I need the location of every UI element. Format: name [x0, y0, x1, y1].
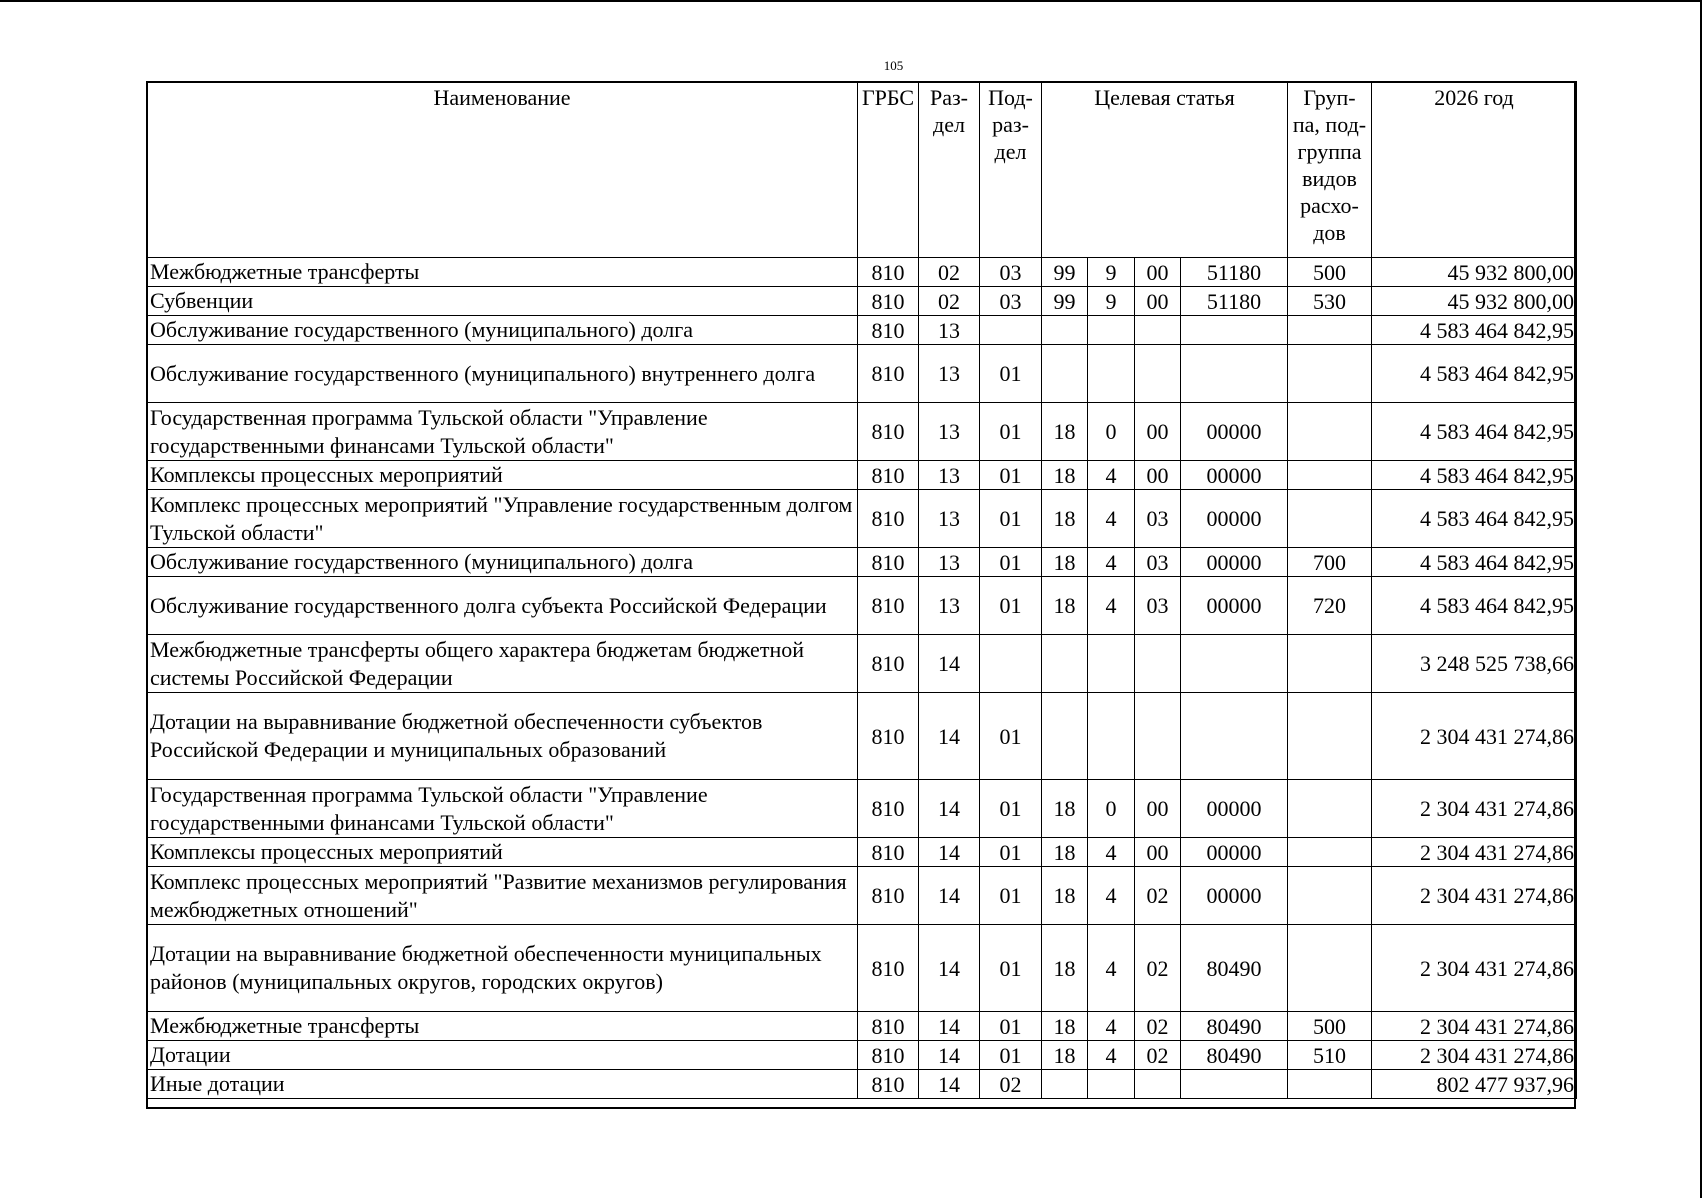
cell-amount: 4 583 464 842,95 — [1372, 548, 1577, 577]
cell-grbs: 810 — [858, 1041, 919, 1070]
cell-expense-group — [1288, 925, 1372, 1012]
cell-target-structure: 03 — [1135, 577, 1181, 635]
cell-grbs: 810 — [858, 838, 919, 867]
cell-name: Субвенции — [147, 287, 858, 316]
cell-expense-group — [1288, 490, 1372, 548]
cell-target-program: 99 — [1042, 258, 1088, 287]
cell-target-type: 4 — [1088, 461, 1135, 490]
header-name: Наименование — [147, 82, 858, 258]
cell-amount: 4 583 464 842,95 — [1372, 345, 1577, 403]
cell-name: Комплекс процессных мероприятий "Управление государственным долгом Тульской области" — [147, 490, 858, 548]
cell-podrazdel: 01 — [980, 693, 1042, 780]
cell-target-type: 9 — [1088, 287, 1135, 316]
cell-target-direction: 00000 — [1181, 867, 1288, 925]
cell-amount: 4 583 464 842,95 — [1372, 577, 1577, 635]
cell-amount: 2 304 431 274,86 — [1372, 925, 1577, 1012]
cell-target-program: 18 — [1042, 548, 1088, 577]
cell-target-type — [1088, 693, 1135, 780]
cell-expense-group: 700 — [1288, 548, 1372, 577]
cell-podrazdel: 01 — [980, 345, 1042, 403]
cell-podrazdel: 01 — [980, 548, 1042, 577]
cell-target-program: 18 — [1042, 490, 1088, 548]
header-expense-group: Груп-па, под-группа видов расхо-дов — [1288, 82, 1372, 258]
table-row — [147, 780, 1577, 838]
cell-target-structure: 00 — [1135, 287, 1181, 316]
cell-expense-group — [1288, 780, 1372, 838]
cell-target-direction: 00000 — [1181, 548, 1288, 577]
cell-podrazdel: 01 — [980, 1012, 1042, 1041]
cell-target-structure: 00 — [1135, 838, 1181, 867]
cell-name: Комплекс процессных мероприятий "Развитие механизмов регулирования межбюджетных отношений" — [147, 867, 858, 925]
cell-target-program: 18 — [1042, 1012, 1088, 1041]
cell-amount: 2 304 431 274,86 — [1372, 838, 1577, 867]
cell-razdel: 14 — [919, 693, 980, 780]
cell-name: Обслуживание государственного (муниципального) долга — [147, 548, 858, 577]
cell-podrazdel — [980, 316, 1042, 345]
table-row — [147, 287, 1577, 316]
header-target-article: Целевая статья — [1042, 82, 1288, 258]
cell-name: Обслуживание государственного долга субъекта Российской Федерации — [147, 577, 858, 635]
cell-name: Межбюджетные трансферты общего характера бюджетам бюджетной системы Российской Федерации — [147, 635, 858, 693]
cell-target-program: 99 — [1042, 287, 1088, 316]
cell-name: Дотации — [147, 1041, 858, 1070]
cell-expense-group — [1288, 461, 1372, 490]
cell-target-type — [1088, 1070, 1135, 1099]
table-row — [147, 838, 1577, 867]
cell-amount: 45 932 800,00 — [1372, 258, 1577, 287]
cell-target-program — [1042, 1070, 1088, 1099]
cell-target-type: 4 — [1088, 577, 1135, 635]
cell-name: Обслуживание государственного (муниципального) долга — [147, 316, 858, 345]
table-row — [147, 461, 1577, 490]
cell-target-structure — [1135, 345, 1181, 403]
header-year: 2026 год — [1372, 82, 1577, 258]
cell-target-type — [1088, 635, 1135, 693]
cell-target-direction: 00000 — [1181, 403, 1288, 461]
cell-target-type: 0 — [1088, 403, 1135, 461]
cell-amount: 802 477 937,96 — [1372, 1070, 1577, 1099]
cell-name: Комплексы процессных мероприятий — [147, 838, 858, 867]
cell-target-type: 4 — [1088, 548, 1135, 577]
cell-target-direction: 00000 — [1181, 780, 1288, 838]
cell-expense-group: 500 — [1288, 1012, 1372, 1041]
cell-amount: 2 304 431 274,86 — [1372, 1012, 1577, 1041]
cell-target-direction — [1181, 635, 1288, 693]
cell-target-structure: 02 — [1135, 867, 1181, 925]
header-razdel: Раз-дел — [919, 82, 980, 258]
cell-amount: 2 304 431 274,86 — [1372, 693, 1577, 780]
cell-grbs: 810 — [858, 780, 919, 838]
cell-razdel: 02 — [919, 287, 980, 316]
cell-grbs: 810 — [858, 925, 919, 1012]
table-row — [147, 867, 1577, 925]
cell-podrazdel — [980, 635, 1042, 693]
table-row — [147, 403, 1577, 461]
table-row — [147, 1012, 1577, 1041]
cell-target-structure: 02 — [1135, 1041, 1181, 1070]
cell-expense-group: 510 — [1288, 1041, 1372, 1070]
table-row — [147, 345, 1577, 403]
cell-podrazdel: 01 — [980, 838, 1042, 867]
cell-razdel: 14 — [919, 1041, 980, 1070]
cell-target-direction: 00000 — [1181, 577, 1288, 635]
cell-target-program: 18 — [1042, 838, 1088, 867]
cell-razdel: 13 — [919, 548, 980, 577]
page-number: 105 — [883, 58, 904, 73]
cell-podrazdel: 03 — [980, 287, 1042, 316]
cell-target-type: 4 — [1088, 925, 1135, 1012]
cell-amount: 2 304 431 274,86 — [1372, 1041, 1577, 1070]
cell-podrazdel: 01 — [980, 1041, 1042, 1070]
header-podrazdel: Под-раз-дел — [980, 82, 1042, 258]
cell-target-direction: 80490 — [1181, 1012, 1288, 1041]
cell-grbs: 810 — [858, 490, 919, 548]
cell-expense-group — [1288, 345, 1372, 403]
table-row — [147, 548, 1577, 577]
cell-podrazdel: 01 — [980, 403, 1042, 461]
table-row — [147, 635, 1577, 693]
cell-target-program — [1042, 635, 1088, 693]
cell-target-type: 9 — [1088, 258, 1135, 287]
cell-grbs: 810 — [858, 258, 919, 287]
cell-podrazdel: 03 — [980, 258, 1042, 287]
cell-target-type: 4 — [1088, 838, 1135, 867]
cell-name: Государственная программа Тульской области "Управление государственными финансами Тульской области" — [147, 780, 858, 838]
cell-expense-group: 530 — [1288, 287, 1372, 316]
cell-amount: 2 304 431 274,86 — [1372, 867, 1577, 925]
cell-grbs: 810 — [858, 635, 919, 693]
cell-target-structure: 00 — [1135, 461, 1181, 490]
cell-grbs: 810 — [858, 577, 919, 635]
cell-target-program — [1042, 693, 1088, 780]
cell-target-type — [1088, 316, 1135, 345]
cell-grbs: 810 — [858, 345, 919, 403]
cell-target-structure — [1135, 1070, 1181, 1099]
cell-razdel: 14 — [919, 1070, 980, 1099]
cell-target-structure: 00 — [1135, 780, 1181, 838]
cell-target-type: 0 — [1088, 780, 1135, 838]
cell-grbs: 810 — [858, 1012, 919, 1041]
cell-target-type: 4 — [1088, 867, 1135, 925]
cell-target-direction: 51180 — [1181, 287, 1288, 316]
cell-target-structure: 00 — [1135, 258, 1181, 287]
cell-expense-group — [1288, 403, 1372, 461]
cell-target-direction: 00000 — [1181, 490, 1288, 548]
table-row — [147, 693, 1577, 780]
cell-name: Дотации на выравнивание бюджетной обеспеченности субъектов Российской Федерации и муниципальных образований — [147, 693, 858, 780]
cell-target-program: 18 — [1042, 780, 1088, 838]
cell-expense-group — [1288, 838, 1372, 867]
cell-grbs: 810 — [858, 1070, 919, 1099]
cell-target-program: 18 — [1042, 867, 1088, 925]
cell-target-direction — [1181, 693, 1288, 780]
cell-target-structure: 03 — [1135, 490, 1181, 548]
cell-razdel: 14 — [919, 867, 980, 925]
cell-grbs: 810 — [858, 693, 919, 780]
cell-target-program: 18 — [1042, 461, 1088, 490]
cell-target-structure — [1135, 316, 1181, 345]
cell-amount: 4 583 464 842,95 — [1372, 461, 1577, 490]
table-row — [147, 1041, 1577, 1070]
cell-podrazdel: 01 — [980, 867, 1042, 925]
table-row — [147, 925, 1577, 1012]
cell-name: Обслуживание государственного (муниципального) внутреннего долга — [147, 345, 858, 403]
table-row — [147, 258, 1577, 287]
cell-amount: 4 583 464 842,95 — [1372, 403, 1577, 461]
cell-target-type: 4 — [1088, 490, 1135, 548]
cell-target-program: 18 — [1042, 1041, 1088, 1070]
cell-razdel: 14 — [919, 1012, 980, 1041]
table-body — [147, 258, 1577, 1099]
cell-target-structure: 02 — [1135, 1012, 1181, 1041]
cell-podrazdel: 01 — [980, 925, 1042, 1012]
cell-target-program: 18 — [1042, 577, 1088, 635]
header-grbs: ГРБС — [858, 82, 919, 258]
cell-target-direction: 80490 — [1181, 925, 1288, 1012]
cell-razdel: 13 — [919, 490, 980, 548]
cell-target-type: 4 — [1088, 1041, 1135, 1070]
cell-target-direction: 00000 — [1181, 461, 1288, 490]
cell-grbs: 810 — [858, 461, 919, 490]
cell-expense-group — [1288, 693, 1372, 780]
cell-target-direction: 51180 — [1181, 258, 1288, 287]
cell-target-program — [1042, 316, 1088, 345]
cell-razdel: 13 — [919, 345, 980, 403]
cell-target-structure — [1135, 635, 1181, 693]
cell-expense-group — [1288, 1070, 1372, 1099]
cell-amount: 45 932 800,00 — [1372, 287, 1577, 316]
cell-razdel: 02 — [919, 258, 980, 287]
cell-podrazdel: 01 — [980, 461, 1042, 490]
cell-podrazdel: 01 — [980, 780, 1042, 838]
cell-target-direction — [1181, 1070, 1288, 1099]
cell-expense-group — [1288, 635, 1372, 693]
table-row — [147, 1070, 1577, 1099]
cell-name: Межбюджетные трансферты — [147, 1012, 858, 1041]
cell-expense-group — [1288, 316, 1372, 345]
table-row — [147, 490, 1577, 548]
table-row — [147, 316, 1577, 345]
cell-amount: 3 248 525 738,66 — [1372, 635, 1577, 693]
cell-amount: 4 583 464 842,95 — [1372, 316, 1577, 345]
cell-razdel: 13 — [919, 461, 980, 490]
cell-target-structure: 00 — [1135, 403, 1181, 461]
cell-target-type — [1088, 345, 1135, 403]
cell-razdel: 14 — [919, 925, 980, 1012]
cell-razdel: 13 — [919, 577, 980, 635]
table-header-row — [147, 82, 1577, 258]
cell-name: Дотации на выравнивание бюджетной обеспеченности муниципальных районов (муниципальных округов, городских округов) — [147, 925, 858, 1012]
cell-podrazdel: 01 — [980, 490, 1042, 548]
cell-grbs: 810 — [858, 548, 919, 577]
cell-name: Комплексы процессных мероприятий — [147, 461, 858, 490]
cell-target-structure: 02 — [1135, 925, 1181, 1012]
cell-podrazdel: 02 — [980, 1070, 1042, 1099]
cell-razdel: 13 — [919, 316, 980, 345]
cell-razdel: 14 — [919, 635, 980, 693]
cell-razdel: 14 — [919, 780, 980, 838]
cell-target-direction: 80490 — [1181, 1041, 1288, 1070]
cell-target-type: 4 — [1088, 1012, 1135, 1041]
cell-grbs: 810 — [858, 867, 919, 925]
cell-target-program: 18 — [1042, 925, 1088, 1012]
cell-amount: 2 304 431 274,86 — [1372, 780, 1577, 838]
cell-razdel: 14 — [919, 838, 980, 867]
cell-target-structure: 03 — [1135, 548, 1181, 577]
cell-grbs: 810 — [858, 403, 919, 461]
cell-target-direction — [1181, 345, 1288, 403]
table-row — [147, 577, 1577, 635]
cell-grbs: 810 — [858, 287, 919, 316]
cell-target-program — [1042, 345, 1088, 403]
cell-name: Государственная программа Тульской области "Управление государственными финансами Тульской области" — [147, 403, 858, 461]
cell-podrazdel: 01 — [980, 577, 1042, 635]
cell-target-program: 18 — [1042, 403, 1088, 461]
cell-grbs: 810 — [858, 316, 919, 345]
cell-expense-group — [1288, 867, 1372, 925]
cell-amount: 4 583 464 842,95 — [1372, 490, 1577, 548]
cell-expense-group: 720 — [1288, 577, 1372, 635]
cell-name: Межбюджетные трансферты — [147, 258, 858, 287]
cell-name: Иные дотации — [147, 1070, 858, 1099]
cell-target-structure — [1135, 693, 1181, 780]
cell-expense-group: 500 — [1288, 258, 1372, 287]
cell-target-direction — [1181, 316, 1288, 345]
cell-target-direction: 00000 — [1181, 838, 1288, 867]
cell-razdel: 13 — [919, 403, 980, 461]
budget-table — [146, 81, 1577, 1099]
